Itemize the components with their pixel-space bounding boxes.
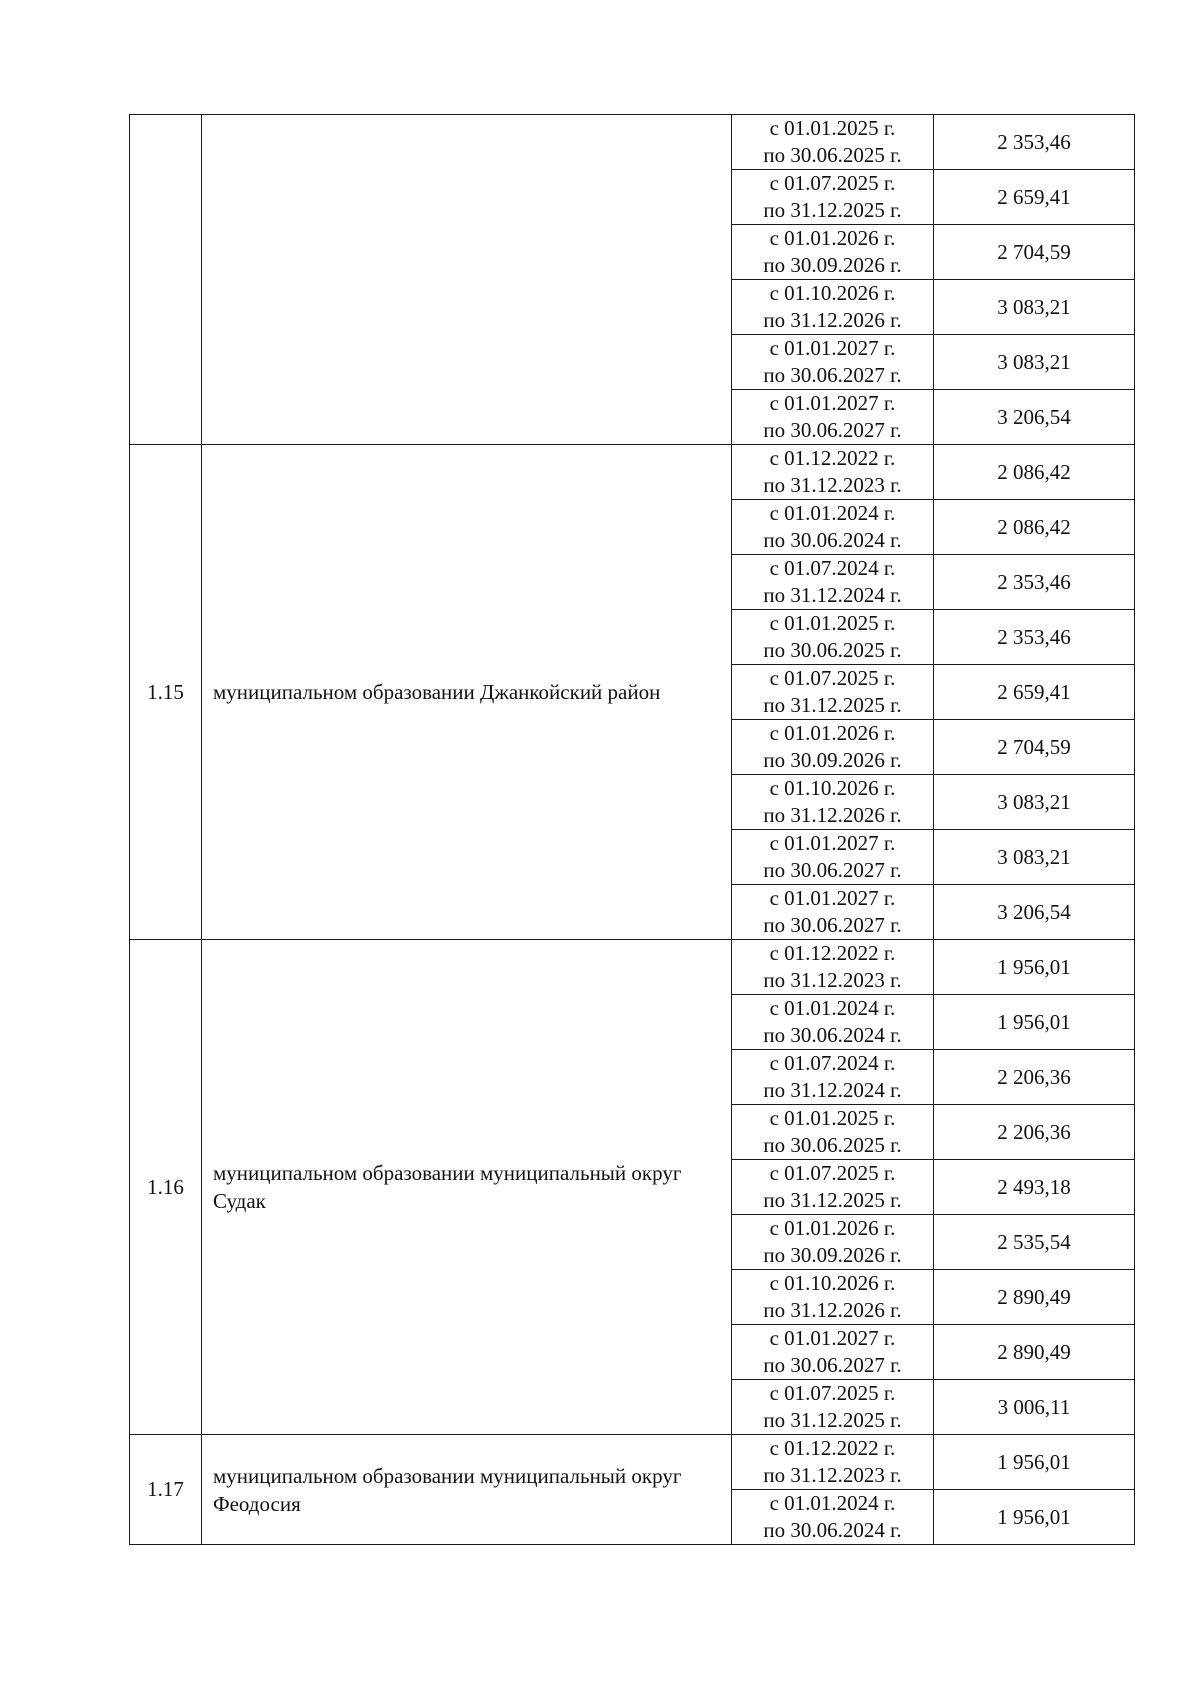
period-start: с 01.12.2022 г. <box>769 1436 896 1460</box>
table-row <box>130 1435 1135 1490</box>
municipality-name-cell: муниципальном образовании Джанкойский район <box>202 445 732 940</box>
tariff-value-cell: 3 083,21 <box>934 280 1135 335</box>
period-start: с 01.12.2022 г. <box>769 941 896 965</box>
period-end: по 30.06.2025 г. <box>763 1133 902 1157</box>
tariff-value-cell: 1 956,01 <box>934 995 1135 1050</box>
municipality-name-cell: муниципальном образовании муниципальный округ Феодосия <box>202 1435 732 1545</box>
period-start: с 01.01.2027 г. <box>769 831 896 855</box>
tariff-value-cell: 3 083,21 <box>934 775 1135 830</box>
period-cell <box>732 280 934 335</box>
period-start: с 01.01.2025 г. <box>769 611 896 635</box>
tariff-value-cell: 3 083,21 <box>934 830 1135 885</box>
period-end: по 30.06.2027 г. <box>763 418 902 442</box>
period-end: по 30.06.2027 г. <box>763 363 902 387</box>
tariff-value-cell: 2 493,18 <box>934 1160 1135 1215</box>
period-cell <box>732 1105 934 1160</box>
period-cell <box>732 390 934 445</box>
tariff-value-cell: 2 659,41 <box>934 170 1135 225</box>
tariff-value-cell: 1 956,01 <box>934 1435 1135 1490</box>
period-start: с 01.07.2025 г. <box>769 666 896 690</box>
period-start: с 01.07.2025 г. <box>769 171 896 195</box>
tariff-value-cell: 3 083,21 <box>934 335 1135 390</box>
period-start: с 01.01.2024 г. <box>769 501 896 525</box>
period-end: по 31.12.2026 г. <box>763 308 902 332</box>
period-cell <box>732 610 934 665</box>
period-cell <box>732 775 934 830</box>
table-row <box>130 940 1135 995</box>
period-end: по 30.06.2027 г. <box>763 1353 902 1377</box>
tariff-table <box>129 114 1135 1545</box>
tariff-value-cell: 1 956,01 <box>934 1490 1135 1545</box>
period-start: с 01.01.2027 г. <box>769 886 896 910</box>
tariff-value-cell: 2 353,46 <box>934 115 1135 170</box>
tariff-value-cell: 2 206,36 <box>934 1050 1135 1105</box>
item-number-cell: 1.15 <box>130 445 202 940</box>
period-cell <box>732 225 934 280</box>
period-end: по 31.12.2024 г. <box>763 1078 902 1102</box>
period-cell <box>732 170 934 225</box>
period-start: с 01.07.2024 г. <box>769 1051 896 1075</box>
period-start: с 01.10.2026 г. <box>769 281 896 305</box>
period-end: по 30.09.2026 г. <box>763 748 902 772</box>
tariff-value-cell: 2 659,41 <box>934 665 1135 720</box>
period-cell <box>732 335 934 390</box>
period-cell <box>732 940 934 995</box>
period-end: по 30.06.2024 г. <box>763 528 902 552</box>
period-cell <box>732 445 934 500</box>
period-cell <box>732 1435 934 1490</box>
period-start: с 01.01.2025 г. <box>769 1106 896 1130</box>
period-start: с 01.01.2024 г. <box>769 1491 896 1515</box>
period-start: с 01.01.2027 г. <box>769 336 896 360</box>
period-end: по 30.09.2026 г. <box>763 1243 902 1267</box>
period-start: с 01.10.2026 г. <box>769 1271 896 1295</box>
tariff-value-cell: 2 890,49 <box>934 1270 1135 1325</box>
tariff-value-cell: 1 956,01 <box>934 940 1135 995</box>
period-start: с 01.01.2027 г. <box>769 391 896 415</box>
period-end: по 31.12.2025 г. <box>763 1188 902 1212</box>
tariff-value-cell: 2 535,54 <box>934 1215 1135 1270</box>
period-start: с 01.01.2025 г. <box>769 116 896 140</box>
tariff-value-cell: 2 704,59 <box>934 720 1135 775</box>
period-end: по 31.12.2025 г. <box>763 1408 902 1432</box>
period-cell <box>732 1160 934 1215</box>
period-cell <box>732 555 934 610</box>
period-end: по 30.06.2027 г. <box>763 913 902 937</box>
period-start: с 01.12.2022 г. <box>769 446 896 470</box>
period-end: по 30.09.2026 г. <box>763 253 902 277</box>
period-cell <box>732 500 934 555</box>
period-cell <box>732 665 934 720</box>
period-end: по 30.06.2024 г. <box>763 1023 902 1047</box>
period-end: по 30.06.2027 г. <box>763 858 902 882</box>
tariff-value-cell: 3 206,54 <box>934 390 1135 445</box>
tariff-value-cell: 2 353,46 <box>934 610 1135 665</box>
period-start: с 01.01.2026 г. <box>769 1216 896 1240</box>
tariff-value-cell: 2 704,59 <box>934 225 1135 280</box>
tariff-value-cell: 2 086,42 <box>934 500 1135 555</box>
period-start: с 01.01.2026 г. <box>769 721 896 745</box>
tariff-value-cell: 3 206,54 <box>934 885 1135 940</box>
tariff-value-cell: 3 006,11 <box>934 1380 1135 1435</box>
period-start: с 01.07.2025 г. <box>769 1381 896 1405</box>
table-row <box>130 445 1135 500</box>
period-end: по 30.06.2024 г. <box>763 1518 902 1542</box>
item-number-cell: 1.17 <box>130 1435 202 1545</box>
item-number-cell: 1.16 <box>130 940 202 1435</box>
period-end: по 31.12.2026 г. <box>763 1298 902 1322</box>
period-end: по 31.12.2023 г. <box>763 1463 902 1487</box>
period-end: по 31.12.2023 г. <box>763 473 902 497</box>
period-start: с 01.01.2024 г. <box>769 996 896 1020</box>
period-start: с 01.07.2024 г. <box>769 556 896 580</box>
period-end: по 31.12.2025 г. <box>763 198 902 222</box>
period-start: с 01.01.2027 г. <box>769 1326 896 1350</box>
tariff-value-cell: 2 086,42 <box>934 445 1135 500</box>
period-cell <box>732 1270 934 1325</box>
period-cell <box>732 1050 934 1105</box>
period-cell <box>732 995 934 1050</box>
period-cell <box>732 1325 934 1380</box>
period-end: по 31.12.2025 г. <box>763 693 902 717</box>
period-start: с 01.10.2026 г. <box>769 776 896 800</box>
period-end: по 31.12.2024 г. <box>763 583 902 607</box>
period-end: по 31.12.2026 г. <box>763 803 902 827</box>
tariff-value-cell: 2 353,46 <box>934 555 1135 610</box>
period-cell <box>732 1215 934 1270</box>
period-start: с 01.01.2026 г. <box>769 226 896 250</box>
period-cell <box>732 885 934 940</box>
period-cell <box>732 1490 934 1545</box>
period-end: по 30.06.2025 г. <box>763 638 902 662</box>
municipality-name-cell <box>202 115 732 445</box>
municipality-name-cell: муниципальном образовании муниципальный округ Судак <box>202 940 732 1435</box>
tariff-value-cell: 2 206,36 <box>934 1105 1135 1160</box>
period-cell <box>732 830 934 885</box>
table-row <box>130 115 1135 170</box>
period-cell <box>732 115 934 170</box>
period-cell <box>732 720 934 775</box>
tariff-value-cell: 2 890,49 <box>934 1325 1135 1380</box>
tariff-table-body <box>130 115 1135 1545</box>
period-end: по 30.06.2025 г. <box>763 143 902 167</box>
period-start: с 01.07.2025 г. <box>769 1161 896 1185</box>
item-number-cell <box>130 115 202 445</box>
period-cell <box>732 1380 934 1435</box>
period-end: по 31.12.2023 г. <box>763 968 902 992</box>
